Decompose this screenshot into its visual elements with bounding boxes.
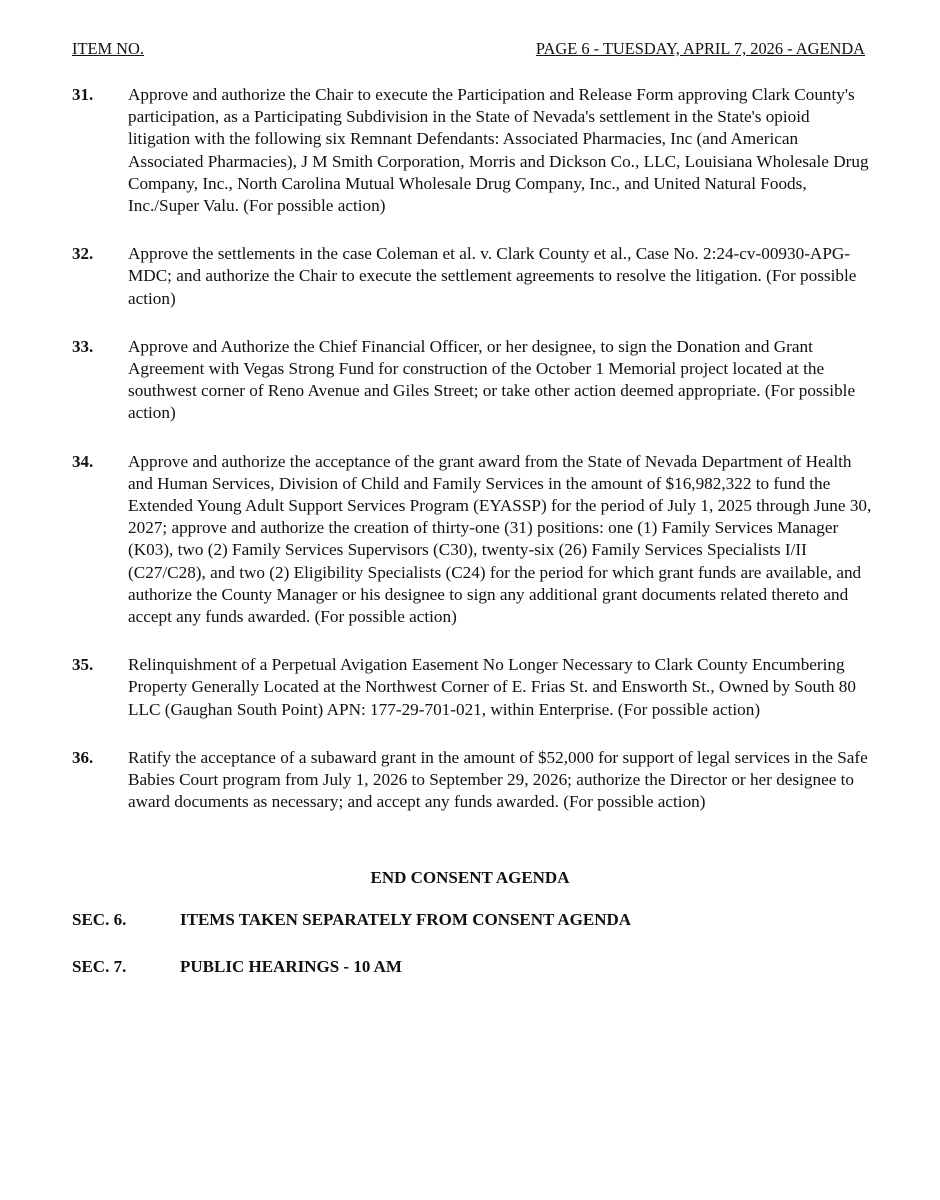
section-number: SEC. 7. <box>72 957 127 976</box>
item-number: 31. <box>72 85 94 104</box>
item-text: Approve the settlements in the case Coleman et al. v. Clark County et al., Case No. 2:24-cv-00930-APG-MDC; and authorize the Chair to execute the settlement agreements to resolve the litigation. (For possible action) <box>128 244 857 308</box>
section-number: SEC. 6. <box>72 910 127 929</box>
section-6-heading <box>72 909 631 931</box>
header-page-info: PAGE 6 - TUESDAY, APRIL 7, 2026 - AGENDA <box>535 39 865 58</box>
item-number: 35. <box>72 655 94 675</box>
item-number: 33. <box>72 336 94 356</box>
item-text: Ratify the acceptance of a subaward grant in the amount of $52,000 for support of legal services in the Safe Babies Court program from July 1, 2026 to September 29, 2026; authorize the Director or her designee to award documents as necessary; and accept any funds awarded. (For possible action) <box>128 747 868 812</box>
section-title: ITEMS TAKEN SEPARATELY FROM CONSENT AGENDA <box>180 910 632 929</box>
agenda-item-35 <box>72 654 872 721</box>
item-text: Approve and authorize the Chair to execute the Participation and Release Form approving Clark County's participation, as a Participating Subdivision in the State of Nevada's settlement in the State's opioid litigation with the following six Remnant Defendants: Associated Pharmacies, Inc (and American Associated Pharmacies), J M Smith Corporation, Morris and Dickson Co., LLC, Louisiana Wholesale Drug Company, Inc., North Carolina Mutual Wholesale Drug Company, Inc., and United Natural Foods, Inc./Super Valu. (For possible action) <box>128 85 869 216</box>
agenda-items <box>72 84 872 839</box>
section-title: PUBLIC HEARINGS - 10 AM <box>180 957 402 976</box>
item-number: 32. <box>72 244 94 264</box>
agenda-item-36 <box>72 747 872 814</box>
agenda-item-34 <box>72 451 872 629</box>
item-text: Approve and Authorize the Chief Financial Officer, or her designee, to sign the Donation and Grant Agreement with Vegas Strong Fund for construction of the October 1 Memorial project located at the southwest corner of Reno Avenue and Giles Street; or take other action deemed appropriate. (For possible action) <box>128 336 856 423</box>
item-text: Approve and authorize the acceptance of the grant award from the State of Nevada Department of Health and Human Services, Division of Child and Family Services in the amount of $16,982,322 to fund the Extended Young Adult Support Services Program (EYASSP) for the period of July 1, 2025 through June 30, 2027; approve and authorize the creation of thirty-one (31) positions: one (1) Family Services Manager (K03), two (2) Family Services Supervisors (C30), twenty-six (26) Family Services Specialists I/II (C27/C28), and two (2) Eligibility Specialists (C24) for the period for which grant funds are available, and authorize the County Manager or his designee to sign any additional grant documents related thereto and accept any funds awarded. (For possible action) <box>128 451 872 627</box>
agenda-item-31 <box>72 84 872 217</box>
item-number: 34. <box>72 451 94 471</box>
section-7-heading <box>72 956 402 978</box>
end-consent-agenda-heading: END CONSENT AGENDA <box>370 868 570 887</box>
item-number: 36. <box>72 747 94 767</box>
page-header <box>72 39 865 59</box>
item-text: Relinquishment of a Perpetual Avigation Easement No Longer Necessary to Clark County Encumbering Property Generally Located at the Northwest Corner of E. Frias St. and Ensworth St., Owned by South 80 LLC (Gaughan South Point) APN: 177-29-701-021, within Enterprise. (For possible action) <box>128 655 856 719</box>
agenda-item-32 <box>72 243 872 310</box>
header-item-no: ITEM NO. <box>72 39 144 58</box>
agenda-item-33 <box>72 336 872 425</box>
